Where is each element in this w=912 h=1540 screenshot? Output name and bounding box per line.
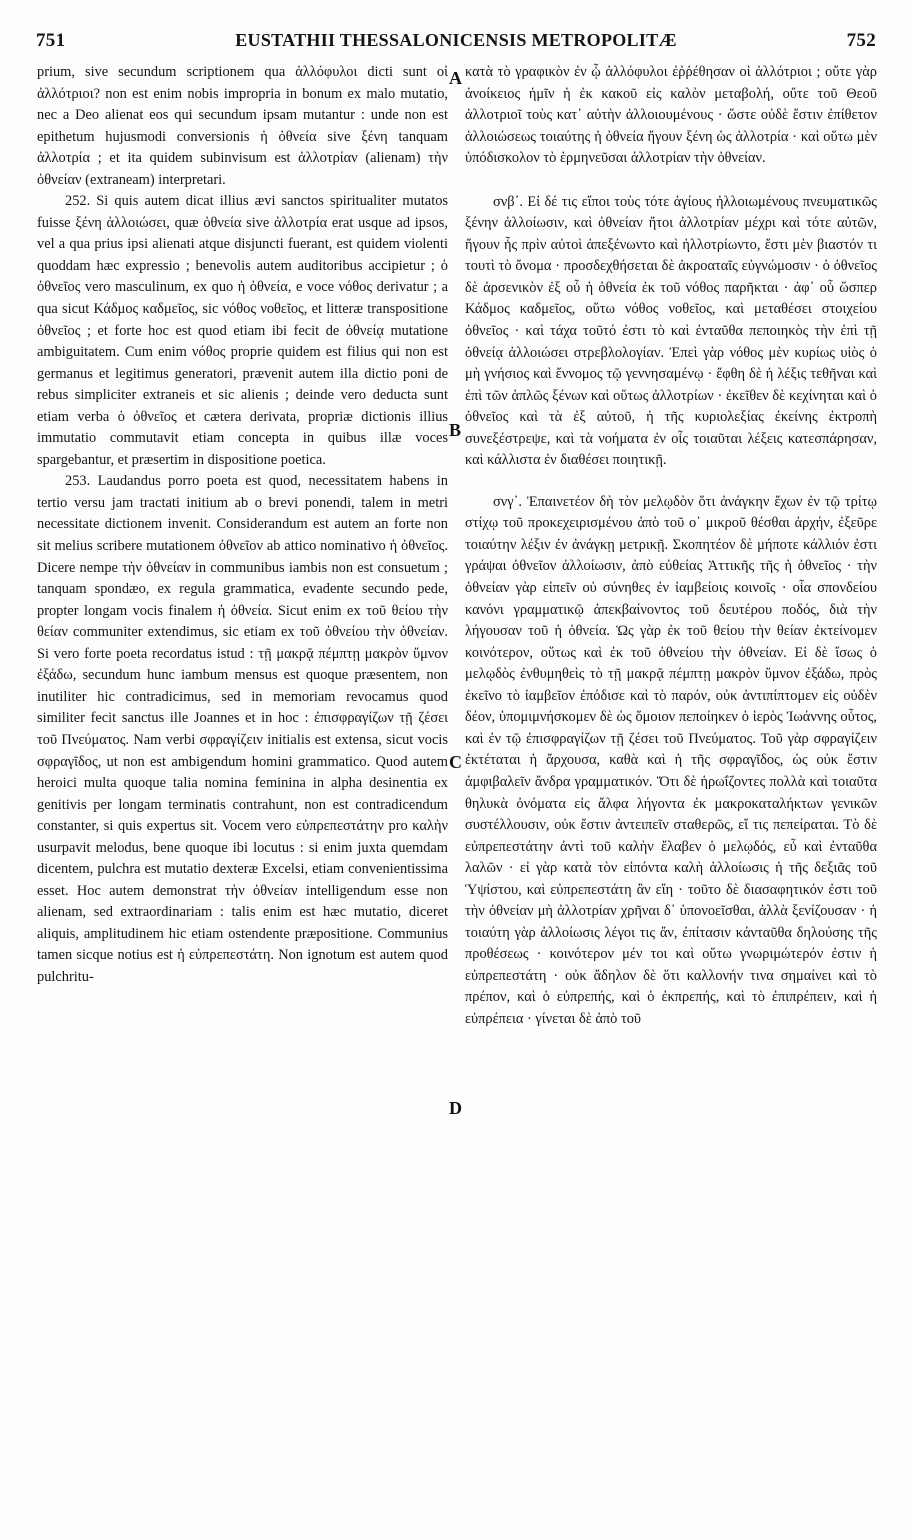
latin-paragraph-253: 253. Laudandus porro poeta est quod, necessitatem habens in tertio versu jam tractati initium ab o brevi ponendi, talem in metri necessitate dictionem invenit. Considerandum est autem an forte non sit melius scribere mutationem ὀθνεῖον ab attico nominativo ἡ ὀθνεῖος. Dicere nempe τὴν ὀθνείαν in communibus iambis non est consuetum ; tanquam spondæo, ex regula grammatica, evadente secundo pede, propter longam vocis finalem ἡ ὀθνεία. Sicut enim ex τοῦ θείου τὴν θείαν communiter extendimus, sic etiam ex τοῦ ὀθνείου τὴν ὀθνείαν. Si vero forte poeta recordatus istud : τῇ μακρᾷ πέμπτῃ μακρὸν ὕμνον ἐξάδω, secundum hunc iambum mensus est quoque præsentem, non inutiliter hic contradicimus, sed in memoriam revocamus quod similiter fecit sanctus ille Joannes et in hoc : ἐπισφραγίζων τῇ ζέσει τοῦ Πνεύματος. Nam verbi σφραγίζειν initialis est extensa, sicut vocis σφραγῖδος, ut non est ambigendum homini grammatico. Quod autem heroici multa quoque talia nomina feminina in alpha desinentia ex genitivis per longam terminatis contrahunt, non est contradicendum constanter, si quis expertus sit. Vocem vero εὐπρεπεστάτην pro καλὴν usurpavit melodus, bene quoque ibi locutus : si enim juxta quemdam dicentem, pulchra est mutatio dexteræ Excelsi, etiam convenientissima esset. Hoc autem demonstrat τὴν ὀθνείαν intelligendum esse non alienam, sed extraordinariam : talis enim est hæc mutatio, diceret aliquis, amplitudinem hic etiam ostendente præpositione. Communius tamen sicque notius est ἡ εὐπρεπεστάτη. Non ignotum est autem quod pulchritu-: [37, 473, 448, 985]
greek-paragraph-continuation: κατὰ τὸ γραφικὸν ἐν ᾧ ἀλλόφυλοι ἐῤῥέθησαν οἱ ἀλλότριοι ; οὔτε γὰρ ἀνοίκειος ἡμῖν ἡ ἐκ κακοῦ εἰς καλὸν μεταβολή, οὔτε τοῦ Θεοῦ ἀλλοτριοῖ τοὺς κατ᾽ αὐτὴν ἀλλοιουμένους · ὥστε οὐδὲ ἔστιν ἐπίθετον ἀλλοιώσεως τοιαύτης ἡ ὀθνεία ἤγουν ξένη ὡς ἀλλοτρία · καὶ οὕτω μὲν ὑπόδισκολον τὸ ἑρμηνεῦσαι ἀλλοτρίαν τὴν ὀθνείαν.: [465, 64, 877, 167]
latin-paragraph-252: 252. Si quis autem dicat illius ævi sanctos spiritualiter mutatos fuisse ξένη ἀλλοιώσει, quæ ὀθνεία sive ἀλλοτρία erat usque ad ipsos, vel a qua prius ipsi alienati atque disjuncti fuerant, est quidem violenti quoddam hæc expressio ; benevolis autem auditoribus accipietur ; ὁ ὀθνεῖος vero masculinum, ex quo ἡ ὀθνεία, e voce νόθος derivatur ; a qua sicut Κάδμος καδμεῖος, sic νόθος νοθεῖος, et litteræ transpositione ὀθνεῖος ; et forte hoc est quod etiam ibi fecit de ὀθνείᾳ mutatione ambiguitatem. Cum enim νόθος proprie quidem est filius qui non est germanus et legitimus generatori, prævenit autem illa dictio poni de rebus simpliciter extraneis et sic alienis ; deinde vero deducta sunt etiam verba ὁ ὀθνεῖος et cætera derivata, propriæ dictionis illius immutatio commutavit etiam concepta in quibus illæ voces spargebantur, et præsertim in dispositione poetica.: [37, 193, 448, 468]
latin-paragraph-continuation: prium, sive secundum scriptionem qua ἀλλόφυλοι dicti sunt οἱ ἀλλότριοι? non est enim nobis impropria in bonum ex malo mutatio, nec a Deo alienat eos qui secundum ipsam mutantur : unde non est epithetum hujusmodi conversionis ἡ ὀθνεία sive ξένη tanquam ἀλλοτρία ; et ita quidem subinvisum est ἀλλοτρίαν (alienam) τὴν ὀθνείαν (extraneam) interpretari.: [37, 64, 448, 188]
margin-letter-c: C: [449, 752, 462, 772]
page-number-right: 752: [846, 30, 876, 51]
margin-letter-b: B: [449, 420, 462, 440]
running-title: EUSTATHII THESSALONICENSIS METROPOLITÆ: [235, 30, 677, 50]
page-number-left: 751: [36, 30, 66, 51]
latin-column: [37, 62, 448, 989]
margin-letter-a: A: [449, 68, 462, 88]
greek-paragraph-252: σνβ᾽. Εἰ δέ τις εἴποι τοὺς τότε ἁγίους ἠλλοιωμένους πνευματικῶς ξένην ἀλλοίωσιν, καὶ ὀθνείαν ἤτοι ἀλλοτρίαν μέχρι καὶ τότε αὐτῶν, ἤγουν ἧς πρὶν αὐτοὶ ἀπεξένωντο καὶ ἠλλοτρίωντο, ἔστι μὲν βιαστόν τι τουτὶ τὸ ὄνομα · προσδεχθήσεται δὲ ἀκροαταῖς εὐγνώμοσιν · ὁ ὀθνεῖος δὲ ἀρσενικὸν ἐξ οὗ ἡ ὀθνεία ἐκ τοῦ νόθος παρῆκται · ἀφ᾽ οὗ ὥσπερ Κάδμος καδμεῖος, οὕτω νόθος νοθεῖος, καὶ μεταθέσει στοιχείου ὀθνεῖος · καὶ τάχα τοῦτό ἐστι τὸ καὶ ἐνταῦθα πεποιηκὸς τὴν ἐπὶ τῇ ὀθνείᾳ ἀλλοιώσει στρεβλολογίαν. Ἐπεὶ γὰρ νόθος μὲν κυρίως υἱὸς ὁ μὴ γνήσιος καὶ ἔννομος τῷ γεννησαμένῳ · ἔφθη δὲ ἡ λέξις τεθῆναι καὶ ἐπὶ τῶν ἁπλῶς ξένων καὶ οὕτως ἀλλοτρίων · ἐκεῖθεν δὲ κεχίνηται καὶ ὁ ὀθνεῖος καὶ τὰ ἐξ αὐτοῦ, ἡ τῆς κυριολεξίας ἐκείνης ἐκτροπὴ συνεξέστρεψε, καὶ τὰ νοήματα ἐν οἷς τοιαῦται λέξεις κατεσπάρησαν, καὶ κάλλιστα ἐν διαθέσει ποιητικῇ.: [465, 193, 877, 469]
greek-column: [465, 62, 877, 1031]
margin-letter-d: D: [449, 1098, 462, 1118]
greek-paragraph-253: σνγ᾽. Ἐπαινετέον δὴ τὸν μελῳδὸν ὅτι ἀνάγκην ἔχων ἐν τῷ τρίτῳ στίχῳ τοῦ προκεχειρισμένου ἀπὸ τοῦ ο᾽ μικροῦ θέσθαι ἀρχήν, ἐξεῦρε τοιαύτην λέξιν ἐν ἀνάγκῃ μετρικῇ. Σκοπητέον δὲ μήποτε κάλλιόν ἐστι γράψαι ὀθνεῖον ἀλλοίωσιν, ἀπὸ εὐθείας Ἀττικῆς τῆς ἡ ὀθνεῖος · τὴν ὀθνείαν γὰρ εἰπεῖν οὐ σύνηθες ἐν ἰαμβείοις κοινοῖς · οἷα σπονδείου κανόνι γραμματικῷ ἀπεκβαίνοντος τοῦ δευτέρου ποδός, διὰ τὴν λήγουσαν τοῦ ἡ ὀθνεία. Ὡς γὰρ ἐκ τοῦ θείου τὴν θείαν ἐκτείνομεν κοινότερον, οὕτως καὶ ἐκ τοῦ ὀθνείου τὴν ὀθνείαν. Εἰ δὲ ἴσως ὁ μελῳδὸς ἐνθυμηθεὶς τὸ τῇ μακρᾷ πέμπτῃ μακρὸν ὕμνον ἐξάδω, πρὸς ἐκεῖνο τὸ ἰαμβεῖον ἐπόδισε καὶ τὸ παρόν, οὐκ ἀντιπίπτομεν εἰς οὐδὲν δέον, ὑπομιμνήσκομεν δὲ ὡς ὅμοιον πεποίηκεν ὁ ἱερὸς Ἰωάννης οὗτος, καὶ ἐν τῷ ἐπισφραγίζων τῇ ζέσει τοῦ Πνεύματος. Τοῦ γὰρ σφραγίζειν ἐκτέταται ἡ ἄρχουσα, καθὰ καὶ ἡ τῆς σφραγῖδος, ὡς οὐκ ἔστιν ἀμφιβαλεῖν ἄνδρα γραμματικόν. Ὅτι δὲ ἡρωΐζοντες πολλὰ καὶ τοιαῦτα θηλυκὰ ὀνόματα εἰς ἄλφα λήγοντα ἐκ μακροκαταλήκτων γενικῶν συστέλλουσιν, οὐκ ἔστιν ἀντειπεῖν σταθερῶς, εἴ τις πεπείραται. Τὸ δὲ εὐπρεπεστάτην ἀντὶ τοῦ καλὴν ἔλαβεν ὁ μελῳδός, εὖ καὶ ἐνταῦθα λαλῶν · εἰ γὰρ κατὰ τὸν εἰπόντα καλὴ ἀλλοίωσις ἡ τῆς δεξιᾶς τοῦ Ὑψίστου, καὶ εὐπρεπεστάτη ἂν εἴη · τοῦτο δὲ διασαφητικόν ἐστι τοῦ τὴν ὀθνείαν μὴ ἀλλοτρίαν χρῆναι δ᾽ ὑπονοεῖσθαι, ἀλλὰ ξενίζουσαν · ἡ τοιαύτη γὰρ ἀλλοίωσις λέγοι τις ἄν, ἐπίτασιν κἀνταῦθα δηλούσης τῆς προθέσεως · κοινότερον μέν τοι καὶ οὕτω γνωριμώτερόν ἐστιν ἡ εὐπρεπεστάτη · οὐκ ἄδηλον δὲ ὅτι καλλονήν τινα σημαίνει καὶ τὸ πρέπον, καὶ ὁ εὐπρεπής, καὶ ὁ ἐκπρεπής, καὶ τὸ ἐπιπρέπειν, καὶ ἡ εὐπρέπεια · γίνεται δὲ ἀπὸ τοῦ: [465, 493, 877, 1027]
